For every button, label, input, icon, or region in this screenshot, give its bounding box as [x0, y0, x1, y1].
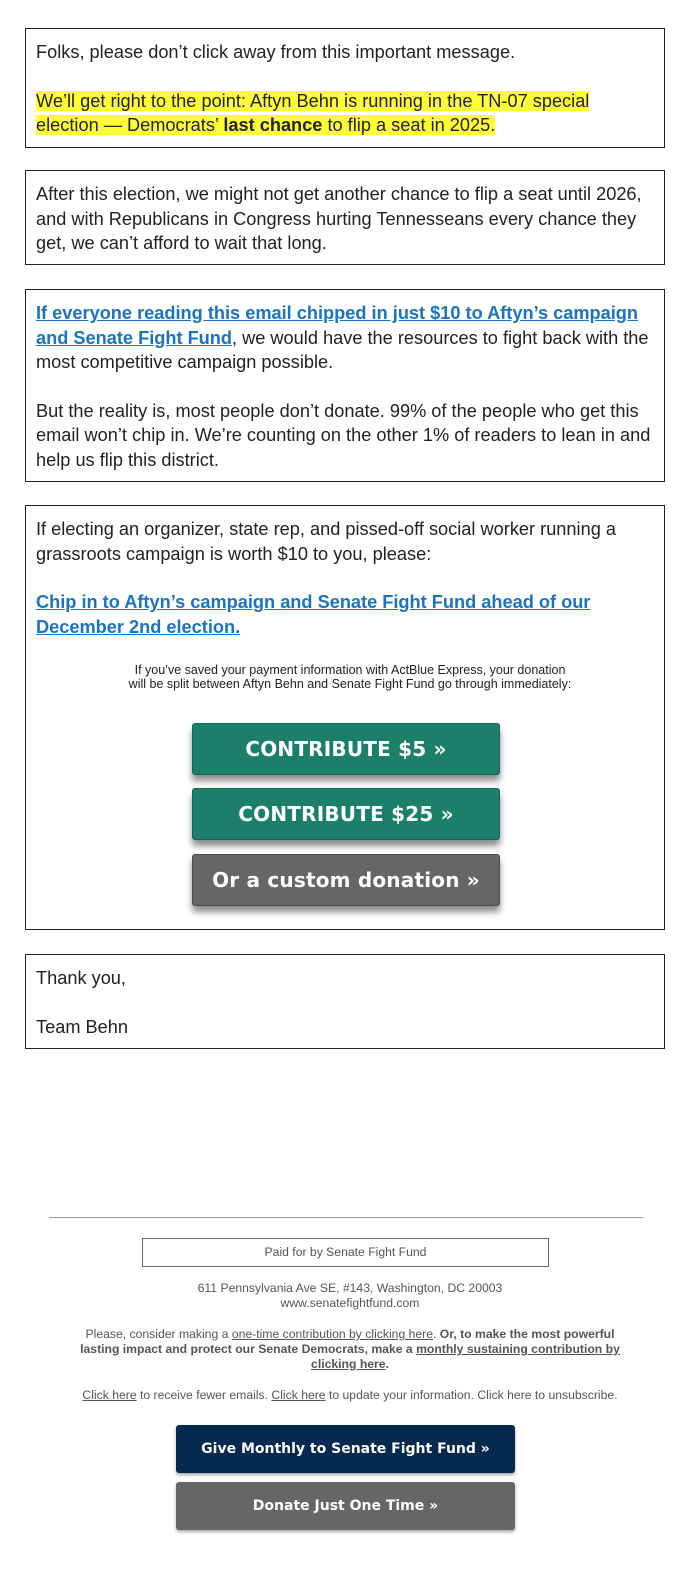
- update-info-link[interactable]: Click here: [271, 1388, 326, 1402]
- custom-donation-button[interactable]: Or a custom donation »: [192, 854, 500, 906]
- team-name: Team Behn: [36, 1016, 129, 1037]
- address-block: [0, 1281, 700, 1311]
- chip-in-10-link[interactable]: If everyone reading this email chipped in just $10 to Aftyn’s campaign and Senate Fight Fund: [36, 303, 639, 348]
- contribute-5-button[interactable]: CONTRIBUTE $5 »: [192, 723, 500, 775]
- intro-section: [25, 28, 665, 148]
- election-section: [25, 170, 665, 265]
- contribute-25-button[interactable]: CONTRIBUTE $25 »: [192, 788, 500, 840]
- election-paragraph: After this election, we might not get another chance to flip a seat until 2026, and with Republicans in Congress hurting Tennesseans every chance they get, we can’t afford to wait that long.: [36, 184, 642, 253]
- paid-for-box: [142, 1238, 549, 1267]
- fundraising-section: [25, 289, 665, 482]
- consider-block: [0, 1327, 700, 1372]
- monthly-contribution-link[interactable]: monthly sustaining contribution by clicking here: [311, 1342, 620, 1371]
- fundraising-rest: , we would have the resources to fight back with the most competitive campaign possible.: [36, 327, 649, 372]
- thanks-text: Thank you,: [36, 968, 126, 988]
- chip-in-link[interactable]: Chip in to Aftyn’s campaign and Senate Fight Fund ahead of our December 2nd election.: [36, 592, 591, 637]
- consider-bold-text: Or, to make the most powerful lasting impact and protect our Senate Democrats, make a: [80, 1327, 615, 1356]
- email-preferences: [0, 1388, 700, 1403]
- highlight-bold: last chance: [223, 115, 323, 135]
- actblue-note: If you’ve saved your payment information with ActBlue Express, your donation will be split between Aftyn Behn and Senate Fight Fund go through immediately:: [128, 663, 572, 691]
- ask-intro: If electing an organizer, state rep, and pissed-off social worker running a grassroots campaign is worth $10 to you, please:: [36, 519, 616, 564]
- donate-one-time-button[interactable]: Donate Just One Time »: [176, 1482, 515, 1530]
- paid-for-text: Paid for by Senate Fight Fund: [264, 1245, 427, 1259]
- website: www.senatefightfund.com: [280, 1296, 420, 1310]
- update-info-text: to update your information. Click here to unsubscribe.: [325, 1388, 618, 1402]
- ask-link-paragraph: [36, 590, 654, 639]
- consider-sep: .: [433, 1327, 440, 1341]
- footer-divider: [49, 1217, 643, 1218]
- signoff-section: [25, 954, 665, 1049]
- fundraising-paragraph: [36, 301, 654, 375]
- one-time-contribution-link[interactable]: one-time contribution by clicking here: [231, 1327, 434, 1341]
- address: 611 Pennsylvania Ave SE, #143, Washington, DC 20003: [197, 1281, 503, 1295]
- fewer-emails-text: to receive fewer emails.: [136, 1388, 272, 1402]
- reality-paragraph: But the reality is, most people don’t donate. 99% of the people who get this email won’t chip in. We’re counting on the other 1% of readers to lean in and help us flip this district.: [36, 400, 651, 470]
- intro-line: Folks, please don’t click away from this important message.: [36, 42, 516, 62]
- fewer-emails-link[interactable]: Click here: [82, 1388, 137, 1402]
- intro-highlight: [36, 89, 654, 138]
- consider-period: .: [385, 1357, 389, 1371]
- give-monthly-button[interactable]: Give Monthly to Senate Fight Fund »: [176, 1425, 515, 1473]
- highlight-text-b: to flip a seat in 2025.: [322, 115, 496, 135]
- highlight-text-a: We’ll get right to the point: Aftyn Behn is running in the TN-07 special election — Democrats’: [36, 90, 590, 135]
- consider-text: Please, consider making a: [85, 1327, 232, 1341]
